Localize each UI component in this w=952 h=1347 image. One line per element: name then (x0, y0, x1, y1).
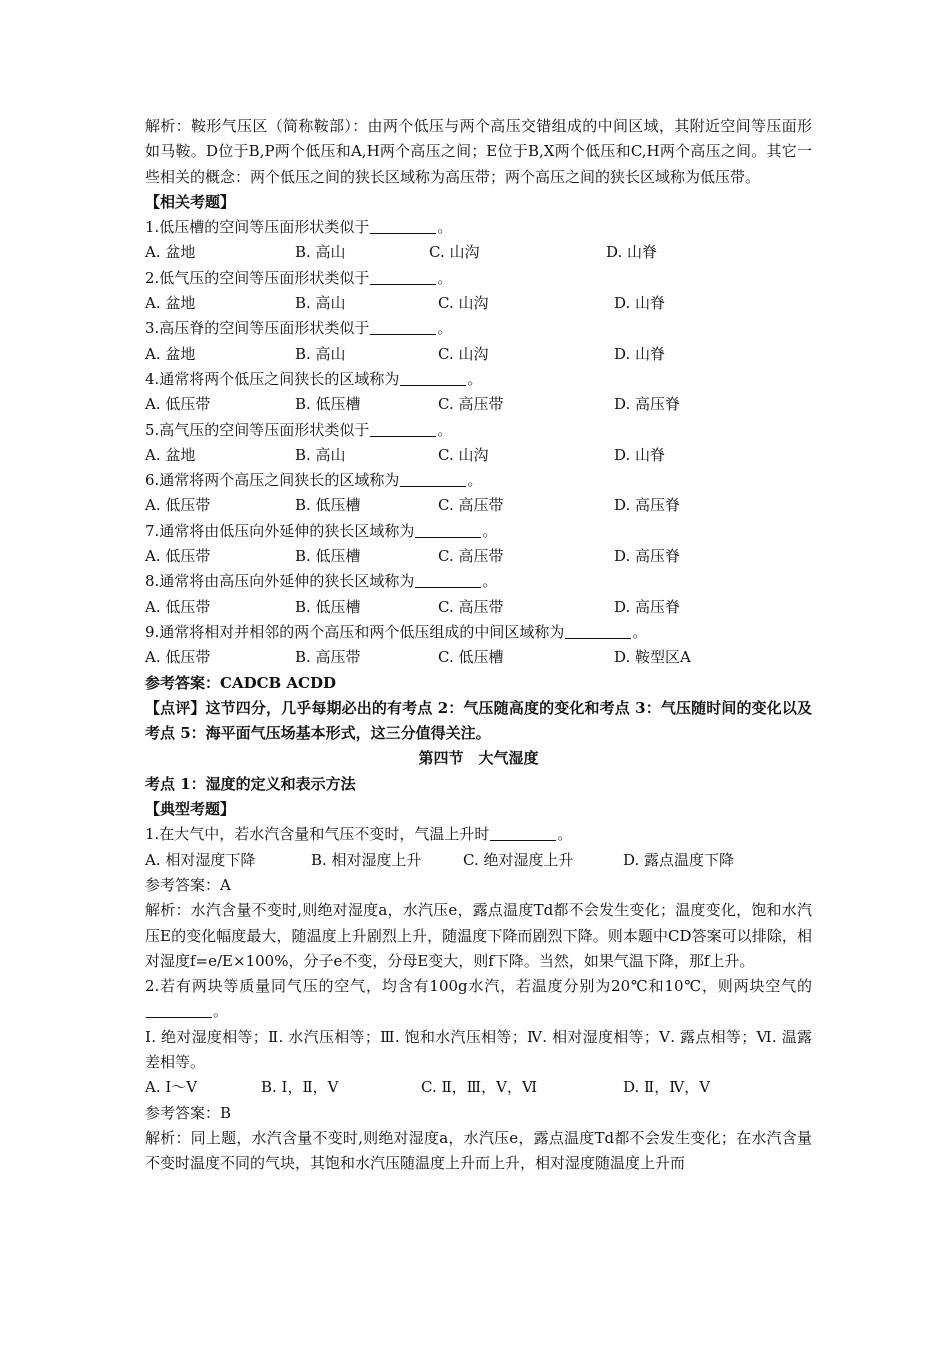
answer-blank (565, 623, 631, 639)
option-d: D. 高压脊 (614, 496, 681, 515)
related-answer: 参考答案：CADCB ACDD (145, 673, 337, 692)
q2-analysis: 解析：同上题，水汽含量不变时,则绝对湿度a，水汽压e，露点温度Td都不会发生变化；在水汽含量不变时温度不同的气块，其饱和水汽压随温度上升而上升，相对湿度随温度上升而 (145, 1128, 812, 1173)
answer-blank (415, 572, 481, 588)
option-a: A. 低压带 (145, 496, 211, 515)
question-stem: 7.通常将由低压向外延伸的狭长区域称为 。 (145, 521, 498, 540)
option-c: C. 高压带 (438, 496, 504, 515)
answer-blank (400, 471, 466, 487)
option-a: A. 盆地 (145, 294, 196, 313)
option-a: A. 低压带 (145, 648, 211, 667)
option-b: B. 低压槽 (295, 547, 361, 566)
option-row (145, 645, 812, 670)
question-stem: 6.通常将两个高压之间狭长的区域称为 。 (145, 471, 483, 490)
answer-blank (370, 319, 436, 335)
question-stem: 1.在大气中，若水汽含量和气压不变时，气温上升时 。 (145, 825, 573, 844)
q2-answer: 参考答案：B (145, 1103, 232, 1122)
q2-statements: Ⅰ. 绝对湿度相等；Ⅱ. 水汽压相等；Ⅲ. 饱和水汽压相等；Ⅳ. 相对湿度相等；Ⅴ. 露点相等；Ⅵ. 温露差相等。 (145, 1027, 812, 1071)
option-row (145, 848, 812, 873)
option-row (145, 392, 812, 417)
q1-analysis: 解析：水汽含量不变时,则绝对湿度a，水汽压e，露点温度Td都不会发生变化；温度变化，饱和水汽压E的变化幅度最大，随温度上升剧烈上升，随温度下降而剧烈下降。则本题中CD答案可以排除，相对湿度f=e/E×100%，分子e不变，分母E变大，则f下降。当然，如果气温下降，那f上升。 (145, 901, 812, 970)
answer-blank (370, 269, 436, 285)
option-d: D. Ⅱ，Ⅳ，Ⅴ (623, 1078, 711, 1097)
option-b: B. 高山 (295, 294, 346, 313)
option-b: B. 相对湿度上升 (311, 850, 422, 869)
option-d: D. 露点温度下降 (623, 850, 735, 869)
option-c: C. 山沟 (438, 294, 489, 313)
option-c: C. 山沟 (438, 344, 489, 363)
option-b: B. 高压带 (295, 648, 361, 667)
q1-answer: 参考答案：A (145, 875, 231, 894)
option-b: B. 高山 (295, 344, 346, 363)
option-d: D. 高压脊 (614, 547, 681, 566)
option-a: A. 相对湿度下降 (145, 850, 256, 869)
option-a: A. 盆地 (145, 243, 196, 262)
option-c: C. 山沟 (438, 445, 489, 464)
question-stem: 5.高气压的空间等压面形状类似于 。 (145, 420, 453, 439)
option-row (145, 443, 812, 468)
option-a: A. Ⅰ～Ⅴ (145, 1078, 198, 1097)
intro-analysis: 解析：鞍形气压区（简称鞍部）：由两个低压与两个高压交错组成的中间区域，其附近空间等压面形如马鞍。D位于B,P两个低压和A,H两个高压之间；E位于B,X两个低压和C,H两个高压之间。其它一些相关的概念：两个低压之间的狭长区域称为高压带；两个高压之间的狭长区域称为低压带。 (145, 117, 812, 186)
option-a: A. 低压带 (145, 597, 211, 616)
option-b: B. Ⅰ，Ⅱ，Ⅴ (261, 1078, 339, 1097)
option-c: C. 高压带 (438, 547, 504, 566)
option-b: B. 低压槽 (295, 395, 361, 414)
option-row (145, 342, 812, 367)
option-a: A. 盆地 (145, 445, 196, 464)
option-row (145, 595, 812, 620)
section-title: 第四节 大气湿度 (418, 749, 539, 768)
option-a: A. 低压带 (145, 395, 211, 414)
question-stem: 8.通常将由高压向外延伸的狭长区域称为 。 (145, 572, 498, 591)
option-c: C. 低压槽 (438, 648, 504, 667)
option-d: D. 高压脊 (614, 395, 681, 414)
topic-title: 考点 1：湿度的定义和表示方法 (145, 774, 356, 793)
option-d: D. 鞍型区A (614, 648, 691, 667)
option-b: B. 高山 (295, 243, 346, 262)
answer-blank (415, 522, 481, 538)
option-row (145, 240, 812, 265)
option-c: C. 高压带 (438, 597, 504, 616)
option-d: D. 高压脊 (614, 597, 681, 616)
question-stem: 9.通常将相对并相邻的两个高压和两个低压组成的中间区域称为 。 (145, 622, 648, 641)
document-page (145, 114, 812, 1176)
question-stem: 2.低气压的空间等压面形状类似于 。 (145, 268, 453, 287)
option-a: A. 低压带 (145, 547, 211, 566)
question-stem: 2.若有两块等质量同气压的空气，均含有100g水汽，若温度分别为20℃和10℃，则两块空气的。 (145, 977, 812, 1021)
related-heading: 【相关考题】 (145, 192, 236, 211)
option-b: B. 高山 (295, 445, 346, 464)
answer-blank (146, 1002, 212, 1018)
answer-blank (490, 825, 556, 841)
option-c: C. 绝对湿度上升 (463, 850, 574, 869)
option-row (145, 544, 812, 569)
option-a: A. 盆地 (145, 344, 196, 363)
question-stem: 4.通常将两个低压之间狭长的区域称为 。 (145, 369, 483, 388)
typical-heading: 【典型考题】 (145, 800, 236, 819)
option-row (145, 493, 812, 518)
related-questions (145, 215, 812, 670)
option-row (145, 1075, 812, 1100)
answer-blank (370, 218, 436, 234)
option-row (145, 291, 812, 316)
option-d: D. 山脊 (614, 344, 666, 363)
option-c: C. 高压带 (438, 395, 504, 414)
answer-blank (400, 370, 466, 386)
question-stem: 3.高压脊的空间等压面形状类似于 。 (145, 319, 453, 338)
answer-blank (370, 421, 436, 437)
option-d: D. 山脊 (614, 294, 666, 313)
option-d: D. 山脊 (606, 243, 658, 262)
option-c: C. Ⅱ，Ⅲ，Ⅴ，Ⅵ (421, 1078, 538, 1097)
option-b: B. 低压槽 (295, 496, 361, 515)
option-b: B. 低压槽 (295, 597, 361, 616)
comment: 【点评】这节四分，几乎每期必出的有考点 2：气压随高度的变化和考点 3：气压随时间的变化以及考点 5：海平面气压场基本形式，这三分值得关注。 (145, 698, 812, 743)
option-d: D. 山脊 (614, 445, 666, 464)
option-c: C. 山沟 (429, 243, 480, 262)
question-stem: 1.低压槽的空间等压面形状类似于 。 (145, 218, 453, 237)
